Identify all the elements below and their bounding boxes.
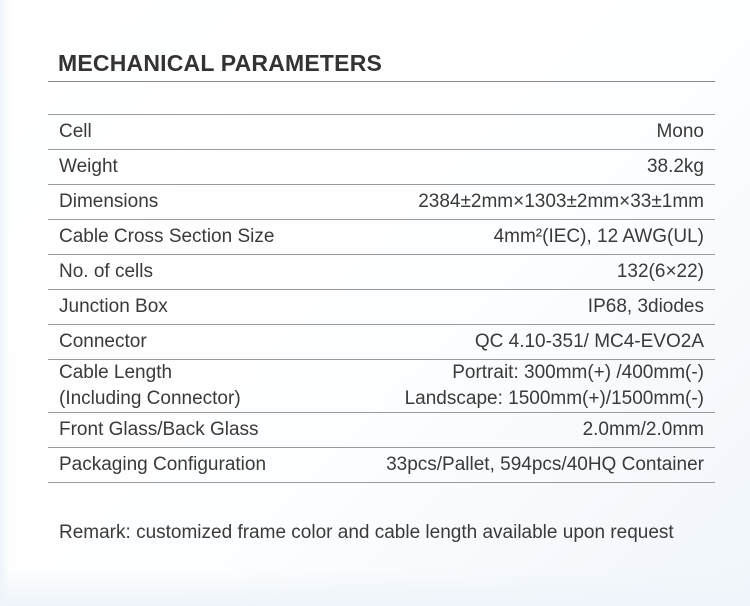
- table-row: [48, 185, 715, 220]
- row-label: Packaging Configuration: [59, 454, 267, 475]
- row-value-line: Landscape: 1500mm(+)/1500mm(-): [404, 388, 704, 409]
- row-label: Cell: [59, 121, 92, 142]
- bottom-shade: [0, 570, 750, 606]
- table-row: [48, 220, 715, 255]
- section-title: MECHANICAL PARAMETERS: [58, 50, 383, 76]
- left-edge-shade: [0, 0, 10, 606]
- table-row: [48, 150, 715, 185]
- row-label: Weight: [59, 156, 118, 177]
- row-label: Connector: [59, 331, 147, 352]
- row-label: [48, 360, 241, 412]
- table-row: [48, 360, 715, 413]
- row-value: Mono: [656, 121, 704, 142]
- row-label-line: (Including Connector): [59, 388, 241, 409]
- table-row: [48, 325, 715, 360]
- row-value: 2.0mm/2.0mm: [582, 419, 704, 440]
- table-row: [48, 255, 715, 290]
- row-value: IP68, 3diodes: [587, 296, 704, 317]
- remark-note: Remark: customized frame color and cable length available upon request: [59, 522, 674, 543]
- row-value: 2384±2mm×1303±2mm×33±1mm: [418, 191, 704, 212]
- row-value: 132(6×22): [616, 261, 704, 282]
- table-row: [48, 115, 715, 150]
- row-label: Dimensions: [59, 191, 159, 212]
- row-value: 33pcs/Pallet, 594pcs/40HQ Container: [386, 454, 704, 475]
- row-label: No. of cells: [59, 261, 153, 282]
- row-value: 4mm²(IEC), 12 AWG(UL): [493, 226, 704, 247]
- row-label-line: Cable Length: [59, 362, 173, 383]
- title-divider: [48, 81, 715, 82]
- row-value-line: Portrait: 300mm(+) /400mm(-): [452, 362, 704, 383]
- row-label: Junction Box: [59, 296, 168, 317]
- row-label: Cable Cross Section Size: [59, 226, 275, 247]
- table-row: [48, 290, 715, 325]
- parameters-table: [48, 114, 715, 483]
- table-row: [48, 413, 715, 448]
- row-value: QC 4.10-351/ MC4-EVO2A: [474, 331, 704, 352]
- table-row: [48, 448, 715, 483]
- row-value: [405, 360, 715, 412]
- row-value: 38.2kg: [646, 156, 704, 177]
- row-label: Front Glass/Back Glass: [59, 419, 259, 440]
